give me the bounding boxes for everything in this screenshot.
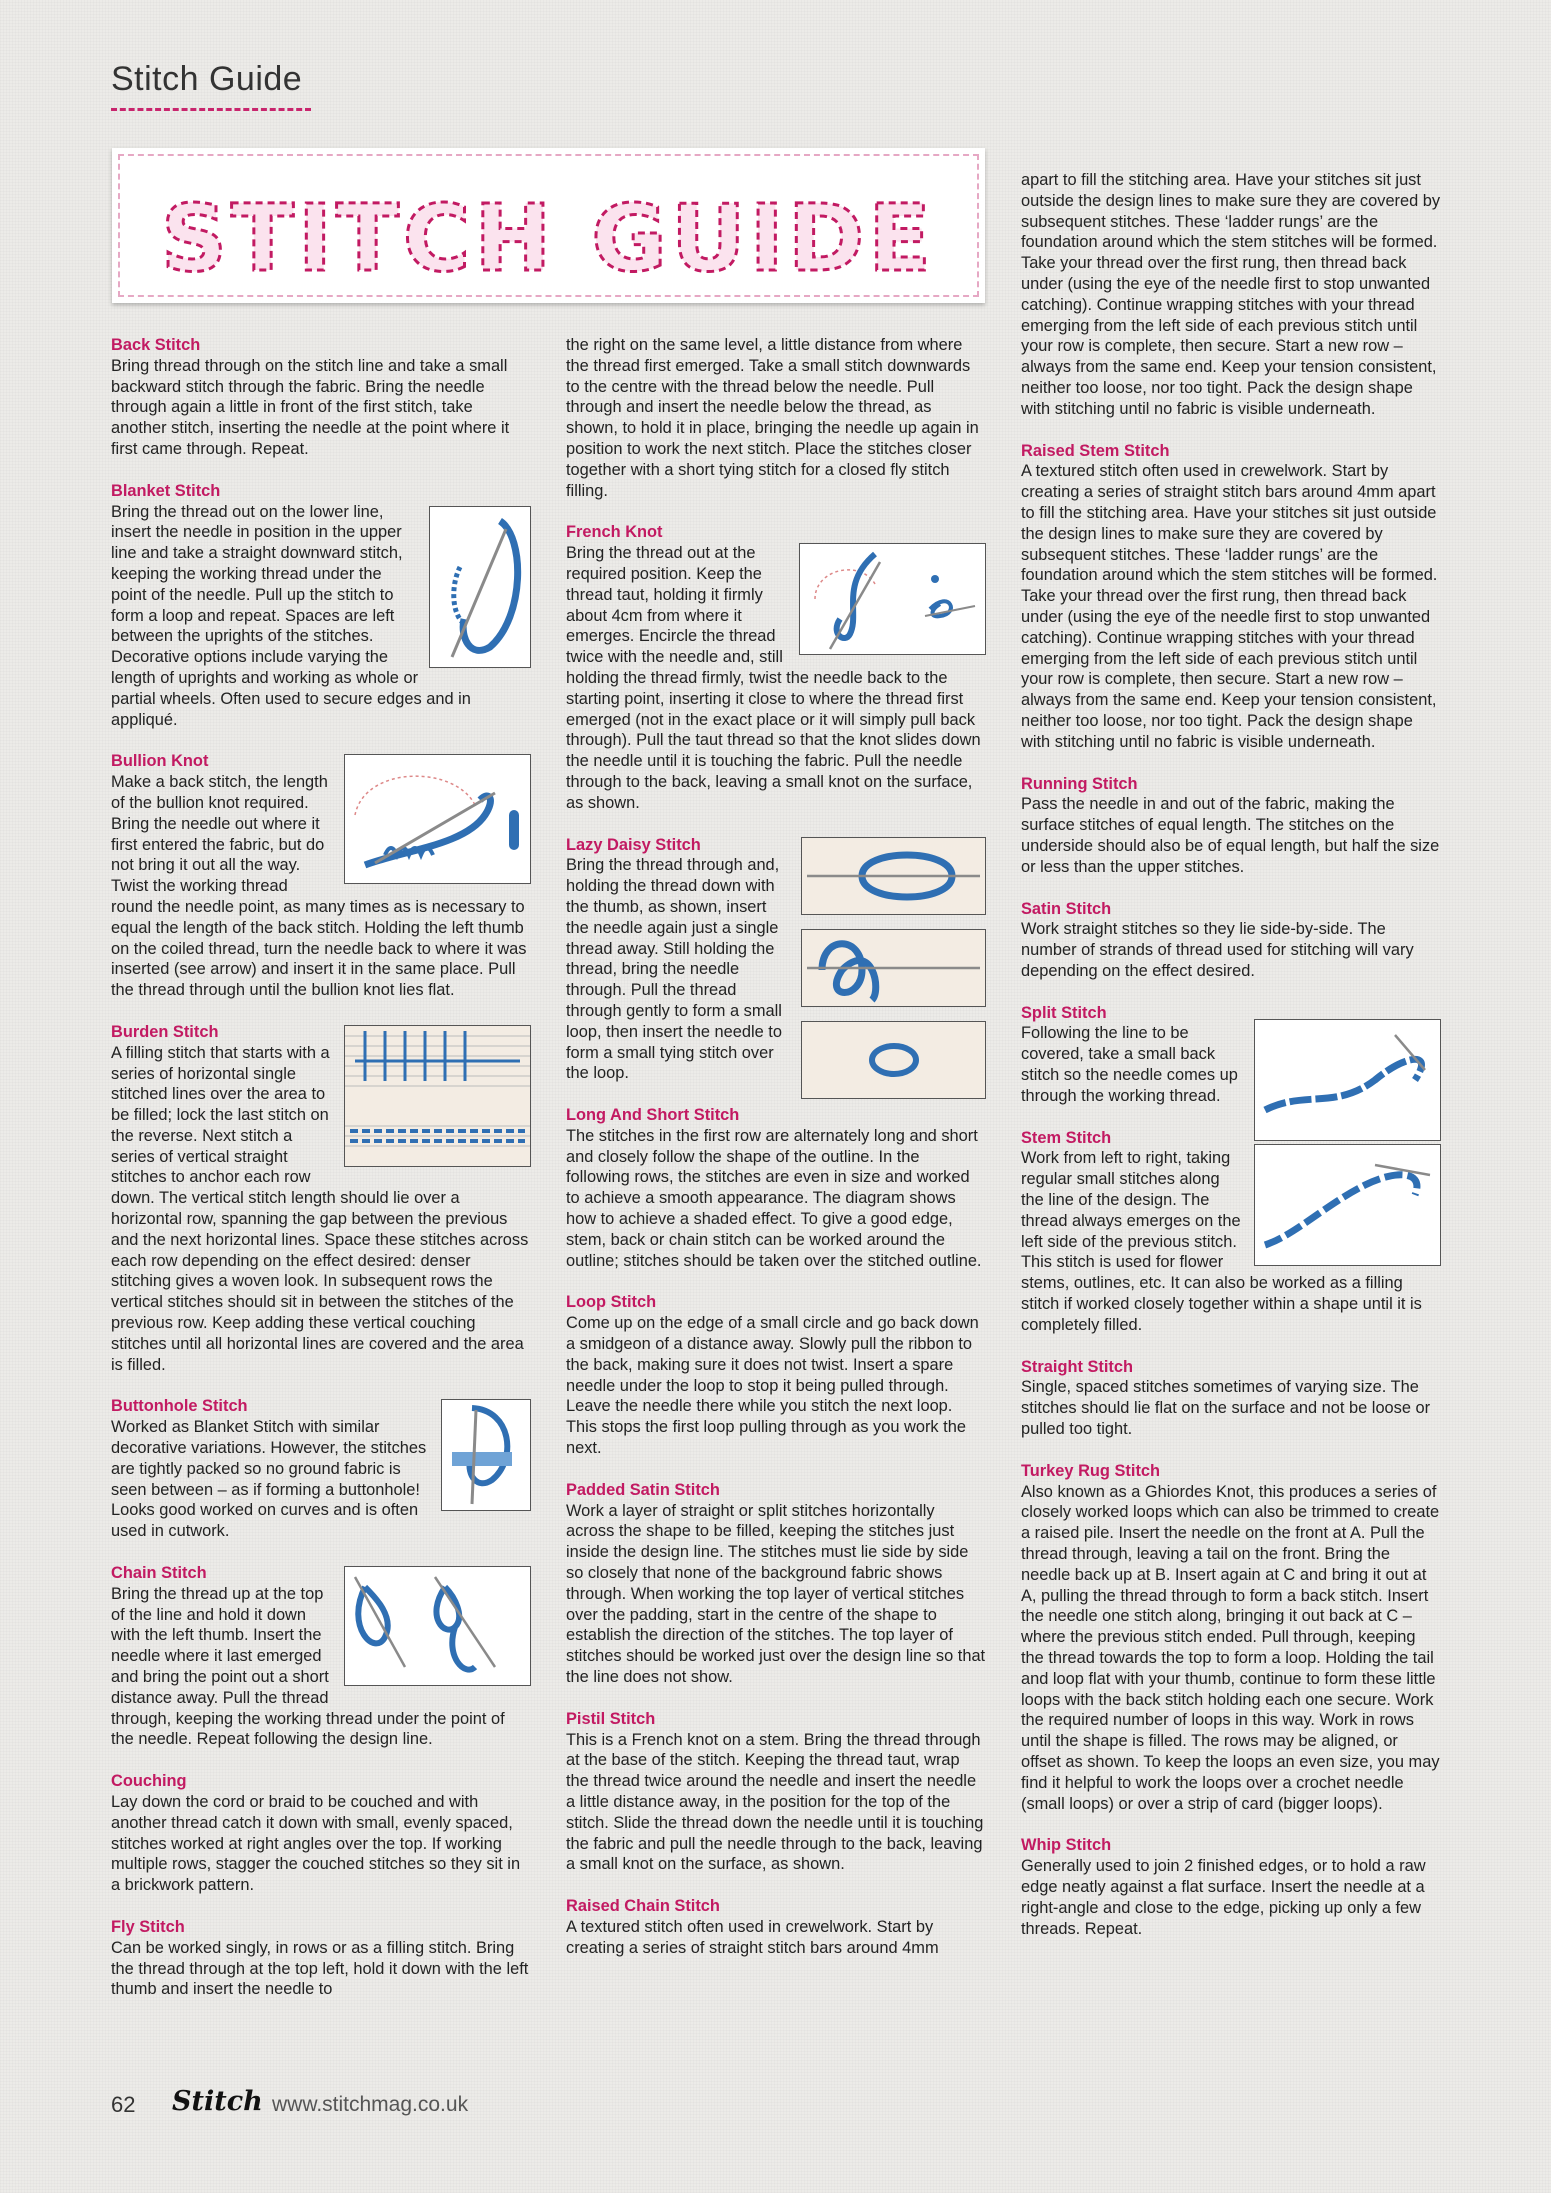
entry-title: Turkey Rug Stitch (1021, 1461, 1161, 1480)
entry-body: This is a French knot on a stem. Bring the thread through at the base of the stitch. Keeping the thread taut, wrap the thread twice around the needle and insert the needle a little distance away, in the position for the top of the stitch. Slide the thread down the needle until it is touching the fabric and pull the needle through to the back, leaving a small knot on the surface, as shown. (566, 1730, 984, 1874)
buttonhole-stitch-illustration (441, 1399, 531, 1511)
stitch-entry (111, 335, 531, 460)
chain-stitch-illustration (344, 1566, 531, 1686)
entry-title: Burden Stitch (111, 1022, 219, 1041)
entry-body: Bring the thread out on the lower line, insert the needle in position in the upper line and take a straight downward stitch, keeping the working thread under the point of the needle. Pull up the stitch to form a loop and repeat. Spaces are left between the uprights of the stitches. Decorative options include varying the length of uprights and working as whole or partial wheels. Often used to secure edges and in appliqué. (111, 502, 471, 729)
split-stitch-illustration (1254, 1019, 1441, 1141)
entry-title: Stem Stitch (1021, 1128, 1112, 1147)
entry-body: the right on the same level, a little distance from where the thread first emerged. Take a small stitch downwards to the centre with the thread below the needle. Pull through and insert the needle below the thread, as shown, to hold it in place, bringing the needle up again in position to work the next stitch. Place the stitches closer together with a short tying stitch for a closed fly stitch filling. (566, 336, 979, 500)
entry-title: Couching (111, 1772, 187, 1791)
stitch-entry (111, 1022, 531, 1376)
entry-title: Fly Stitch (111, 1917, 185, 1936)
column-3 (1021, 170, 1441, 1960)
stitch-entry-continued (1021, 170, 1441, 420)
stitch-entry (1021, 1003, 1441, 1107)
entry-title: Buttonhole Stitch (111, 1397, 248, 1416)
stem-stitch-illustration (1254, 1144, 1441, 1266)
entry-title: Whip Stitch (1021, 1836, 1112, 1855)
entry-body: Pass the needle in and out of the fabric, making the surface stitches of equal length. The stitches on the underside should also be of equal length, but half the size or less than the upper stitches. (1021, 795, 1440, 876)
entry-title: Padded Satin Stitch (566, 1480, 720, 1499)
stitch-entry (1021, 1128, 1441, 1336)
column-1 (111, 335, 531, 2021)
stitch-entry (1021, 1835, 1441, 1939)
entry-body: A textured stitch often used in crewelwork. Start by creating a series of straight stitch bars around 4mm (566, 1917, 939, 1957)
entry-title: Pistil Stitch (566, 1709, 656, 1728)
stitch-entry (1021, 1461, 1441, 1815)
lazy-daisy-illustrations (801, 837, 986, 1099)
stitch-entry (1021, 774, 1441, 878)
bullion-knot-illustration (344, 754, 531, 884)
entry-body: Come up on the edge of a small circle and go back down a smidgeon of a distance away. Slowly pull the ribbon to the back, making sure it does not twist. Insert a spare needle under the loop to stop it being pulled through. Leave the needle there while you stitch the next loop. This stops the first loop pulling through as you work the next. (566, 1314, 979, 1458)
entry-title: Running Stitch (1021, 774, 1138, 793)
entry-title: Bullion Knot (111, 752, 209, 771)
page-number: 62 (111, 2092, 136, 2117)
lazy-daisy-step-3 (801, 1021, 986, 1099)
stitch-entry-continued (566, 335, 986, 501)
entry-title: Split Stitch (1021, 1003, 1107, 1022)
entry-title: Back Stitch (111, 336, 201, 354)
stitch-entry (111, 1396, 531, 1542)
french-knot-illustration (799, 543, 986, 655)
blanket-stitch-illustration (429, 506, 531, 668)
entry-body: Single, spaced stitches sometimes of varying size. The stitches should lie flat on the surface and not be loose or pulled too tight. (1021, 1378, 1431, 1439)
stitch-entry (111, 1563, 531, 1750)
entry-title: Loop Stitch (566, 1293, 657, 1312)
entry-title: Chain Stitch (111, 1564, 207, 1583)
entry-body: Bring the thread out at the required position. Keep the thread taut, holding it firmly about 4cm from where it emerges. Encircle the thread twice with the needle and, still holding the thread firmly, twist the needle back to the starting point, inserting it close to where the thread first emerged (not in the exact place or it will simply pull back through). Pull the taut thread so that the knot slides down the needle until it is touching the fabric. Pull the needle through to the back, leaving a small knot on the surface, as shown. (566, 544, 981, 812)
column-2 (566, 335, 986, 1980)
stitch-entry (566, 1292, 986, 1458)
stitch-entry (566, 1480, 986, 1688)
entry-title: Lazy Daisy Stitch (566, 835, 701, 854)
entry-title: Raised Stem Stitch (1021, 441, 1170, 460)
section-label: Stitch Guide (111, 60, 303, 98)
entry-body: Can be worked singly, in rows or as a filling stitch. Bring the thread through at the top left, hold it down with the left thumb and insert the needle to (111, 1938, 529, 1999)
lazy-daisy-step-1 (801, 837, 986, 915)
entry-body: Bring the thread through and, holding the thread down with the thumb, as shown, insert the needle again just a single thread away. Still holding the thread, bring the needle through. Pull the thread through gently to form a small loop, then insert the needle to form a small tying stitch over the loop. (566, 856, 782, 1083)
entry-body: apart to fill the stitching area. Have your stitches sit just outside the design lines to make sure they are covered by subsequent stitches. These ‘ladder rungs’ are the foundation around which the stem stitches will be formed. Take your thread over the first rung, then thread back under (using the eye of the needle first to stop unwanted catching). Continue wrapping stitches with your thread emerging from the left side of each previous stitch until your row is complete, then secure. Start a new row – always from the same end. Keep your tension consistent, neither too loose, nor too tight. Pack the design shape with stitching until no fabric is visible underneath. (1021, 171, 1441, 418)
entry-title: Blanket Stitch (111, 481, 221, 500)
entry-body: Work straight stitches so they lie side-by-side. The number of strands of thread used for stitching will vary depending on the effect desired. (1021, 920, 1414, 980)
entry-body: Also known as a Ghiordes Knot, this produces a series of closely worked loops which can also be trimmed to create a raised pile. Insert the needle on the front at A. Pull the thread through, leaving a tail on the front. Bring the needle back up at B. Insert again at C and bring it out at A, pulling the thread through to form a back stitch. Insert the needle one stitch along, bringing it out back at C – where the previous stitch ended. Pull through, keeping the thread towards the top to form a loop. Holding the tail and loop flat with your thumb, continue to form these little loops with the back stitch holding each one secure. Work the required number of loops in this way. Work in rows until the shape is filled. The rows may be aligned, or offset as shown. To keep the loops an even size, you may find it helpful to work the loops over a crochet needle (small loops) or over a strip of card (bigger loops). (1021, 1482, 1440, 1813)
entry-body: Bring the thread up at the top of the line and hold it down with the left thumb. Insert the needle where it last emerged and bring the point out a short distance away. Pull the thread through, keeping the working thread under the point of the needle. Repeat following the design line. (111, 1584, 505, 1749)
stitch-entry (1021, 899, 1441, 982)
stitch-entry (111, 1917, 531, 2000)
entry-title: Straight Stitch (1021, 1357, 1134, 1376)
stitch-entry (111, 751, 531, 1001)
banner-title-graphic (112, 148, 985, 303)
entry-title: French Knot (566, 523, 663, 542)
stitch-entry (566, 1709, 986, 1875)
stitch-entry (566, 522, 986, 813)
entry-body: A filling stitch that starts with a series of horizontal single stitched lines over the area to be filled; lock the last stitch on the reverse. Next stitch a series of vertical straight stitches to anchor each row down. The vertical stitch length should lie over a horizontal row, spanning the gap between the previous and the next horizontal lines. Space these stitches across each row depending on the effect desired: denser stitching gives a woven look. In subsequent rows the vertical stitches should sit in between the stitches of the previous row. Keep adding these vertical couching stitches until all horizontal lines are covered and the area is filled. (111, 1043, 529, 1374)
entry-body: Worked as Blanket Stitch with similar decorative variations. However, the stitches are tightly packed so no ground fabric is seen between – as if forming a buttonhole! Looks good worked on curves and is often used in cutwork. (111, 1418, 427, 1541)
entry-body: Bring thread through on the stitch line and take a small backward stitch through the fabric. Bring the needle through again a little in front of the first stitch, take another stitch, inserting the needle at the point where it first came through. Repeat. (111, 356, 510, 458)
stitch-entry (111, 481, 531, 731)
stitch-entry (1021, 441, 1441, 753)
entry-body: The stitches in the first row are alternately long and short and closely follow the shape of the outline. In the following rows, the stitches are even in size and worked to achieve a smooth appearance. The diagram shows how to achieve a shaded effect. To give a good edge, stem, back or chain stitch can be worked around the outline; stitches should be taken over the stitched outline. (566, 1126, 982, 1270)
entry-title: Long And Short Stitch (566, 1106, 740, 1125)
burden-stitch-illustration (344, 1025, 531, 1167)
section-label-underline (111, 108, 311, 111)
title-banner (112, 148, 985, 303)
stitch-entry (1021, 1357, 1441, 1440)
entry-title: Satin Stitch (1021, 899, 1112, 918)
lazy-daisy-step-2 (801, 929, 986, 1007)
entry-title: Raised Chain Stitch (566, 1897, 720, 1916)
stitch-entry (566, 1105, 986, 1271)
stitch-entry (566, 835, 986, 1085)
entry-body: Work a layer of straight or split stitches horizontally across the shape to be filled, keeping the stitches just inside the design line. The stitches must lie side by side so closely that none of the background fabric shows through. When working the top layer of vertical stitches over the padding, start in the centre of the shape to establish the direction of the stitches. The top layer of stitches should be worked just over the design line so that the line does not show. (566, 1501, 986, 1687)
magazine-url[interactable]: www.stitchmag.co.uk (272, 2093, 469, 2116)
banner-title: STITCH GUIDE (160, 185, 936, 292)
entry-body: Work from left to right, taking regular small stitches along the line of the design. The thread always emerges on the left side of the previous stitch. This stitch is used for flower stems, outlines, etc. It can also be worked as a filling stitch if worked closely together within a shape until it is completely filled. (1021, 1149, 1422, 1334)
entry-body: Make a back stitch, the length of the bullion knot required. Bring the needle out where it first entered the fabric, but do not bring it out all the way. Twist the working thread round the needle point, as many times as is necessary to equal the length of the back stitch. Holding the left thumb on the coiled thread, turn the needle back to where it was inserted (see arrow) and insert it in the same place. Pull the thread through until the bullion knot lies flat. (111, 773, 527, 1000)
entry-body: Generally used to join 2 finished edges, or to hold a raw edge neatly against a flat surface. Insert the needle at a right-angle and close to the edge, picking up only a few threads. Repeat. (1021, 1857, 1426, 1938)
entry-body: Following the line to be covered, take a small back stitch so the needle comes up through the working thread. (1021, 1024, 1238, 1105)
stitch-entry (111, 1771, 531, 1896)
entry-body: Lay down the cord or braid to be couched and with another thread catch it down with small, evenly spaced, stitches worked at right angles over the top. If working multiple rows, stagger the couched stitches so they sit in a brickwork pattern. (111, 1793, 521, 1895)
entry-body: A textured stitch often used in crewelwork. Start by creating a series of straight stitch bars around 4mm apart to fill the stitching area. Have your stitches sit just outside the design lines to make sure they are covered by subsequent stitches. These ‘ladder rungs’ are the foundation around which the stem stitches will be formed. Take your thread over the first rung, then thread back under (using the eye of the needle first to stop unwanted catching). Continue wrapping stitches with your thread emerging from the left side of each previous stitch until your row is complete, then secure. Start a new row – always from the same end. Keep your tension consistent, neither too loose, nor too tight. Pack the design shape with stitching until no fabric is visible underneath. (1021, 462, 1438, 751)
magazine-logo: Stitch (172, 2086, 263, 2117)
stitch-entry (566, 1896, 986, 1958)
